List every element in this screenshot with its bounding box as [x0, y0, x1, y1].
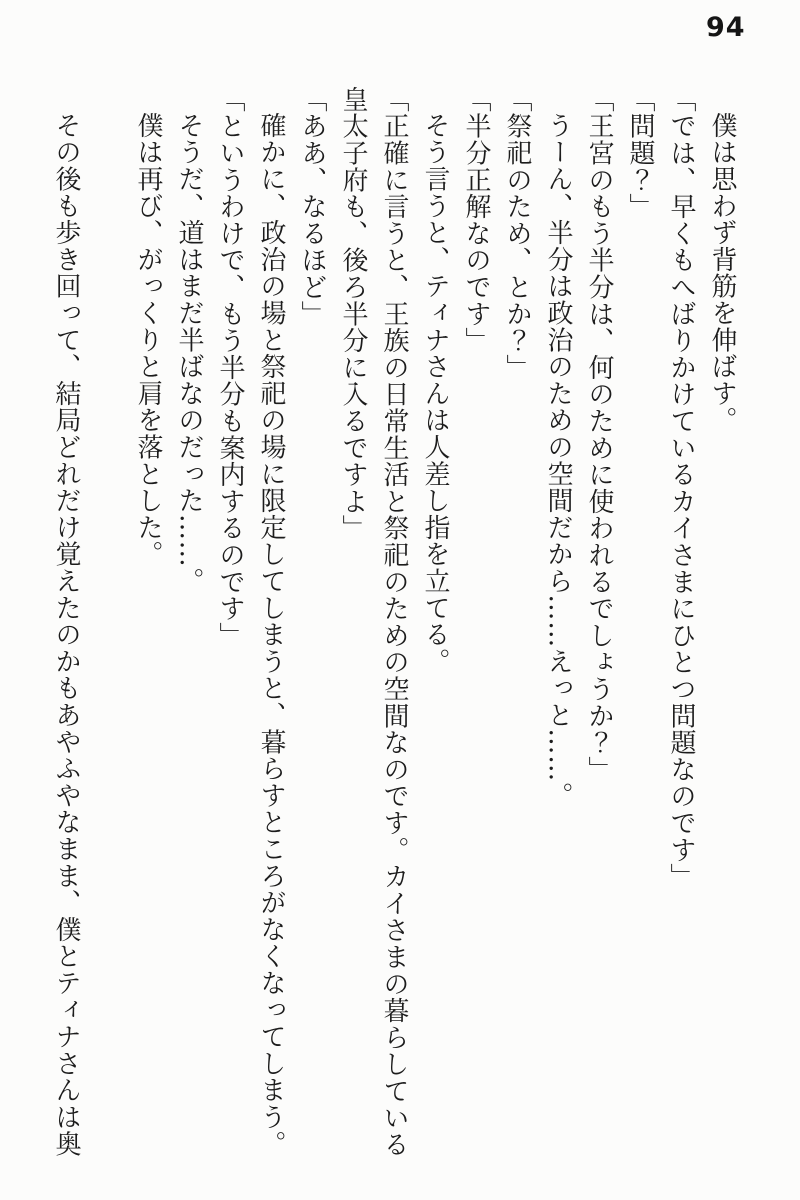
- text-block: [45, 86, 742, 1162]
- paragraph: 確かに、政治の場と祭祀の場に限定してしまうと、暮らすところがなくなってしまう。: [256, 112, 286, 1158]
- paragraph: 「問題？」: [625, 86, 655, 220]
- paragraph: 「では、早くもへばりかけているカイさまにひとつ問題なのです」: [666, 86, 696, 890]
- paragraph: そう言うと、ティナさんは人差し指を立てる。: [420, 112, 450, 675]
- paragraph: 「祭祀のため、とか？」: [502, 86, 532, 381]
- paragraph: 「ああ、なるほど」: [297, 86, 327, 328]
- paragraph: その後も歩き回って、結局どれだけ覚えたのかもあやふやなまま、僕とティナさんは奥: [51, 112, 81, 1158]
- paragraph: 僕は再び、がっくりと肩を落とした。: [133, 112, 163, 568]
- paragraph: 「というわけで、もう半分も案内するのです」: [215, 86, 245, 649]
- page-number: 94: [706, 12, 746, 43]
- paragraph: そうだ、道はまだ半ばなのだった……。: [174, 112, 204, 595]
- paragraph: うーん、半分は政治のための空間だから……えっと……。: [543, 112, 573, 809]
- paragraph: 僕は思わず背筋を伸ばす。: [707, 112, 737, 434]
- paragraph: 「半分正解なのです」: [461, 86, 491, 354]
- paragraph: 「王宮のもう半分は、何のために使われるでしょうか？」: [584, 86, 614, 783]
- paragraph: 「正確に言うと、王族の日常生活と祭祀のための空間なのです。カイさまの暮らしている皇太子府も、後ろ半分に入るですよ」: [338, 86, 409, 1158]
